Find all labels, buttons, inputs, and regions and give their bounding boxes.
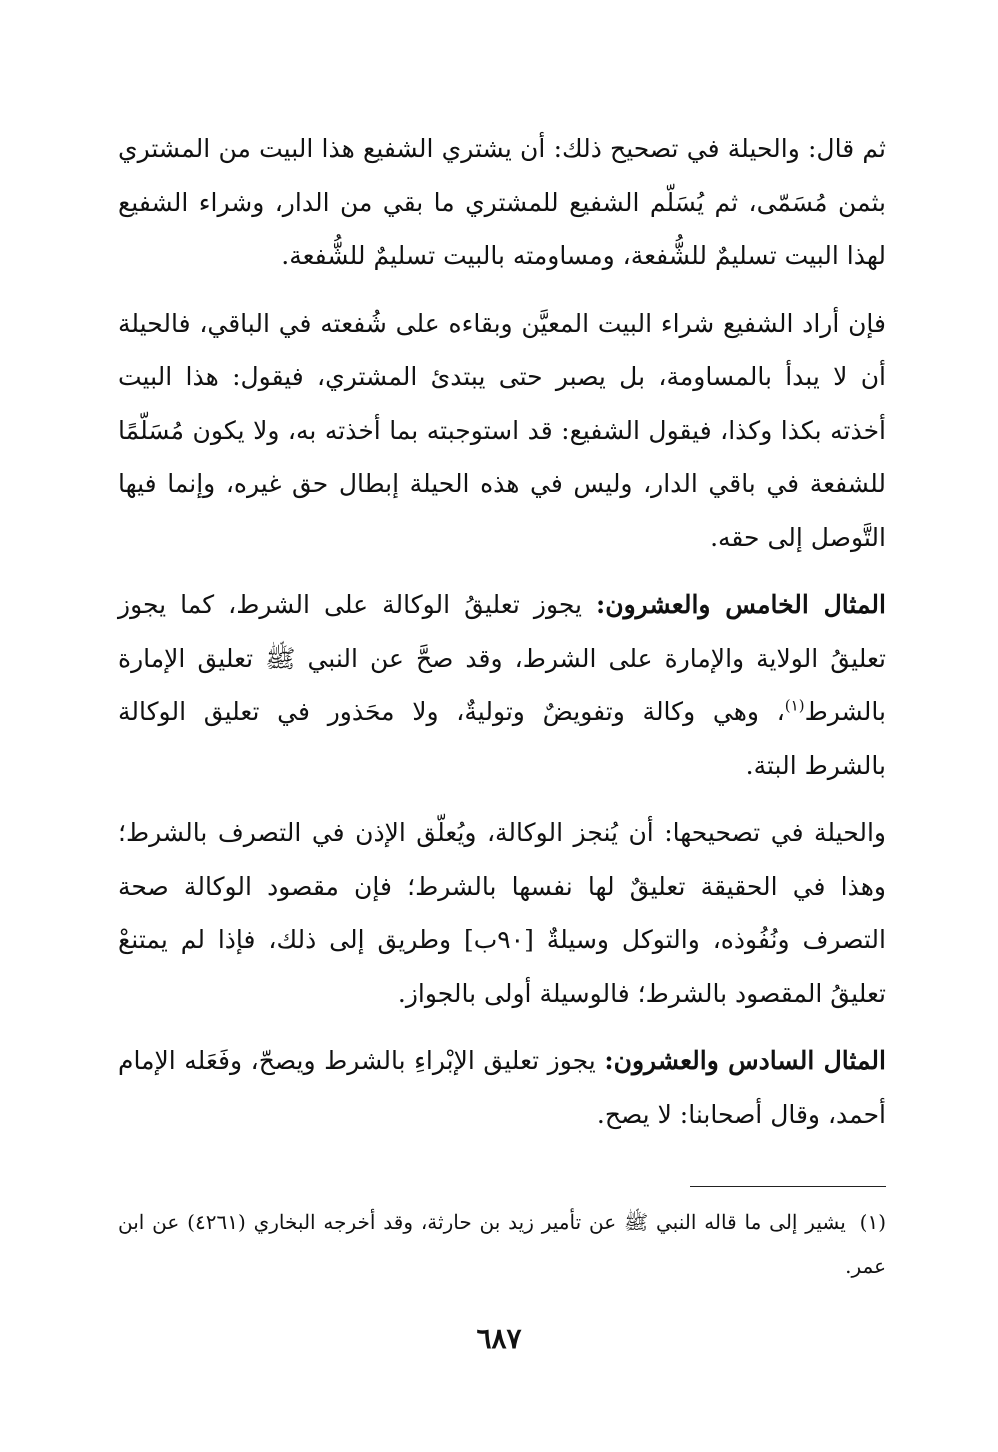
paragraph-text: يجوز تعليق الإبْراءِ بالشرط ويصحّ، وفَعَله الإمام أحمد، وقال أصحابنا: لا يصح.	[118, 1046, 886, 1129]
paragraph-text: يجوز تعليقُ الوكالة على الشرط، كما يجوز تعليقُ الولاية والإمارة على الشرط، وقد صحَّ عن النبي ﷺ تعليق الإمارة بالشرط	[118, 590, 886, 726]
paragraph-text: ثم قال: والحيلة في تصحيح ذلك: أن يشتري الشفيع هذا البيت من المشتري بثمن مُسَمّى، ثم يُسَلّم الشفيع للمشتري ما بقي من الدار، وشراء الشفيع لهذا البيت تسليمٌ للشُّفعة، ومساومته بالبيت تسليمٌ للشُّفعة.	[118, 134, 886, 270]
footnote-text: يشير إلى ما قاله النبي ﷺ عن تأمير زيد بن حارثة، وقد أخرجه البخاري (٤٢٦١) عن ابن عمر.	[118, 1210, 886, 1278]
example-heading: المثال الخامس والعشرون:	[596, 590, 886, 619]
paragraph-5	[118, 1034, 886, 1141]
footnote-reference: (١)	[784, 696, 805, 715]
paragraph-text: والحيلة في تصحيحها: أن يُنجز الوكالة، ويُعلّق الإذن في التصرف بالشرط؛ وهذا في الحقيقة تعليقٌ لها نفسها بالشرط؛ فإن مقصود الوكالة صحة التصرف ونُفُوذه، والتوكل وسيلةٌ [٩٠ب] وطريق إلى ذلك، فإذا لم يمتنعْ تعليقُ المقصود بالشرط؛ فالوسيلة أولى بالجواز.	[118, 818, 886, 1008]
paragraph-1	[118, 122, 886, 283]
paragraph-text-continued: ، وهي وكالة وتفويضٌ وتوليةٌ، ولا محَذور في تعليق الوكالة بالشرط البتة.	[118, 697, 886, 780]
page-number: ٦٨٧	[476, 1322, 522, 1355]
footnote	[118, 1200, 886, 1288]
paragraph-3	[118, 578, 886, 792]
paragraph-text: فإن أراد الشفيع شراء البيت المعيَّن وبقاءه على شُفعته في الباقي، فالحيلة أن لا يبدأ بالمساومة، بل يصبر حتى يبتدئ المشتري، فيقول: هذا البيت أخذته بكذا وكذا، فيقول الشفيع: قد استوجبته بما أخذته به، ولا يكون مُسَلّمًا للشفعة في باقي الدار، وليس في هذه الحيلة إبطال حق غيره، وإنما فيها التَّوصل إلى حقه.	[118, 308, 886, 552]
example-heading: المثال السادس والعشرون:	[604, 1046, 886, 1075]
paragraph-4	[118, 806, 886, 1020]
main-text	[118, 122, 886, 1155]
footnote-divider	[690, 1186, 886, 1187]
paragraph-2	[118, 297, 886, 565]
footnote-number: (١)	[859, 1210, 887, 1234]
